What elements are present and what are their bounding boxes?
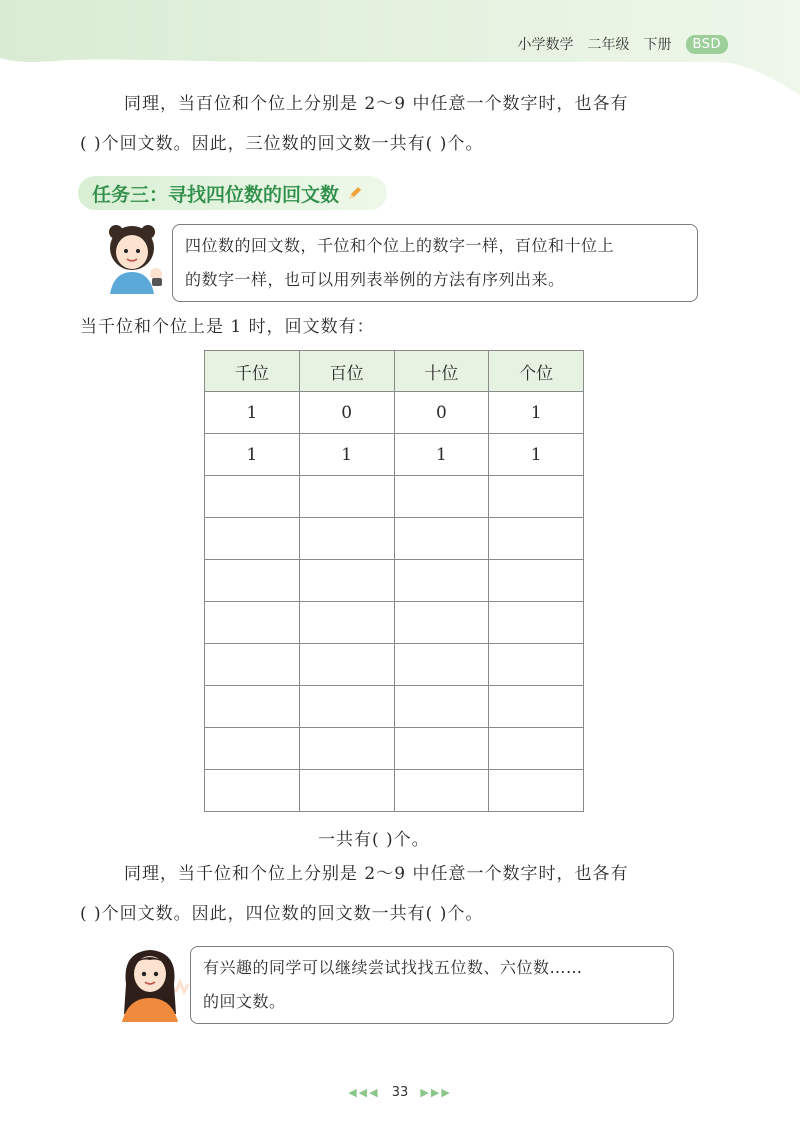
- table-cell: [489, 560, 584, 602]
- table-cell: [299, 560, 394, 602]
- table-cell: [299, 686, 394, 728]
- table-row: [205, 728, 584, 770]
- table-row: [205, 392, 584, 434]
- table-row: [205, 770, 584, 812]
- table-cell: 1: [205, 392, 300, 434]
- speech-bubble-extension: [190, 946, 674, 1024]
- table-cell: [299, 476, 394, 518]
- bubble-line: 的数字一样，也可以用列表举例的方法有序列出来。: [185, 270, 565, 289]
- pencil-icon: [347, 185, 363, 201]
- table-cell: [205, 518, 300, 560]
- page-number-value: 33: [391, 1085, 409, 1100]
- table-cell: [299, 644, 394, 686]
- table-cell: [205, 686, 300, 728]
- bubble-line: 四位数的回文数，千位和个位上的数字一样，百位和十位上: [185, 236, 615, 255]
- table-cell: [394, 476, 489, 518]
- left-arrows-icon: ◀◀◀: [348, 1086, 380, 1099]
- table-row: [205, 434, 584, 476]
- girl-character-icon: [96, 222, 172, 294]
- paragraph-line: 同理，当千位和个位上分别是 2～9 中任意一个数字时，也各有: [124, 864, 629, 884]
- table-cell: 1: [489, 392, 584, 434]
- table-cell: [205, 728, 300, 770]
- table-row: [205, 686, 584, 728]
- table-cell: 1: [299, 434, 394, 476]
- right-arrows-icon: ▶▶▶: [420, 1086, 452, 1099]
- girl-long-hair-icon: [114, 944, 190, 1022]
- table-cell: [489, 770, 584, 812]
- table-cell: [299, 602, 394, 644]
- header-ones: 个位: [489, 351, 584, 392]
- header-labels: [518, 34, 728, 54]
- table-cell: [205, 476, 300, 518]
- table-cell: [394, 560, 489, 602]
- paragraph-line: 同理，当百位和个位上分别是 2～9 中任意一个数字时，也各有: [124, 94, 629, 114]
- table-cell: [489, 644, 584, 686]
- table-row: [205, 560, 584, 602]
- bubble-line: 有兴趣的同学可以继续尝试找找五位数、六位数……: [203, 958, 583, 977]
- page-number: [0, 1085, 800, 1100]
- grade-label: 二年级: [587, 37, 630, 53]
- table-cell: 0: [394, 392, 489, 434]
- table-cell: 1: [205, 434, 300, 476]
- table-cell: [299, 518, 394, 560]
- table-intro: 当千位和个位上是 1 时，回文数有：: [80, 317, 375, 337]
- paragraph-line: ( )个回文数。因此，四位数的回文数一共有( )个。: [80, 904, 484, 924]
- paragraph-four-digit: [80, 854, 720, 934]
- table-header-row: [205, 351, 584, 392]
- paragraph-three-digit: [80, 84, 720, 164]
- table-cell: [205, 770, 300, 812]
- table-cell: [394, 602, 489, 644]
- header-tens: 十位: [394, 351, 489, 392]
- table-cell: [489, 476, 584, 518]
- task-title: [78, 176, 387, 210]
- header-thousands: 千位: [205, 351, 300, 392]
- table-cell: [205, 560, 300, 602]
- book-title: 小学数学: [517, 37, 574, 53]
- table-cell: [489, 602, 584, 644]
- table-cell: 1: [489, 434, 584, 476]
- table-cell: [394, 770, 489, 812]
- table-cell: [299, 770, 394, 812]
- edition-badge: BSD: [686, 35, 728, 54]
- volume-label: 下册: [643, 37, 672, 53]
- table-cell: [394, 518, 489, 560]
- table-row: [205, 518, 584, 560]
- table-cell: [489, 686, 584, 728]
- table-cell: [489, 518, 584, 560]
- speech-bubble-hint: [172, 224, 698, 302]
- task-title-text: 任务三：寻找四位数的回文数: [92, 183, 340, 206]
- table-cell: [299, 728, 394, 770]
- table-cell: 0: [299, 392, 394, 434]
- table-cell: [394, 644, 489, 686]
- table-cell: [205, 644, 300, 686]
- paragraph-line: ( )个回文数。因此，三位数的回文数一共有( )个。: [80, 134, 484, 154]
- bubble-line: 的回文数。: [203, 992, 286, 1011]
- table-row: [205, 476, 584, 518]
- header-hundreds: 百位: [299, 351, 394, 392]
- table-cell: 1: [394, 434, 489, 476]
- table-cell: [205, 602, 300, 644]
- table-cell: [394, 686, 489, 728]
- palindrome-table: [204, 350, 584, 812]
- table-cell: [394, 728, 489, 770]
- table-cell: [489, 728, 584, 770]
- total-line: 一共有( )个。: [318, 830, 430, 850]
- table-row: [205, 644, 584, 686]
- table-row: [205, 602, 584, 644]
